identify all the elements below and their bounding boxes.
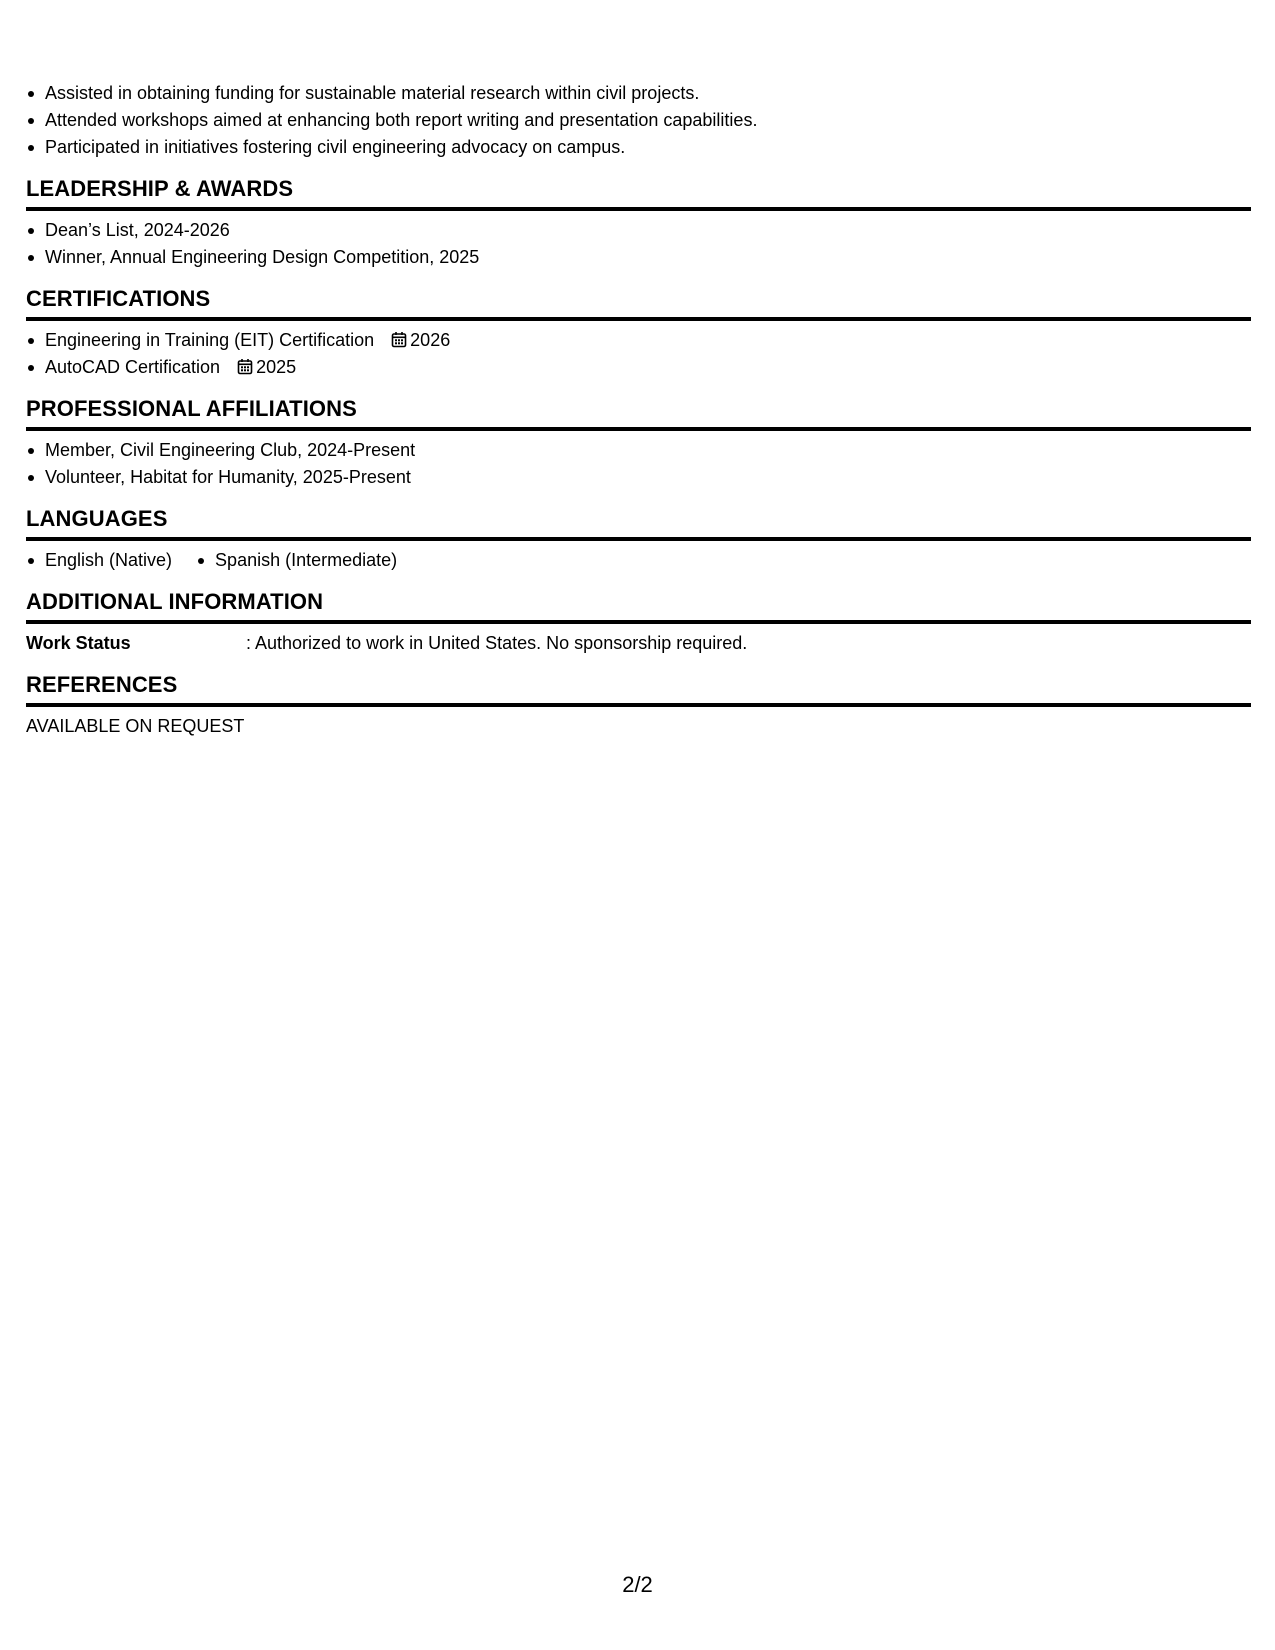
list-item (26, 354, 1251, 381)
languages-list (26, 547, 1251, 574)
work-status-row (26, 630, 1251, 657)
list-item: English (Native) (26, 547, 172, 574)
list-item: Dean’s List, 2024-2026 (26, 217, 1251, 244)
calendar-icon (391, 331, 407, 348)
work-status-label: Work Status (26, 633, 131, 653)
list-item: Member, Civil Engineering Club, 2024-Present (26, 437, 1251, 464)
list-item: Attended workshops aimed at enhancing both report writing and presentation capabilities. (26, 107, 1251, 134)
section-heading-affiliations: PROFESSIONAL AFFILIATIONS (26, 381, 1251, 431)
page-number: 2/2 (622, 1572, 653, 1597)
affiliations-list (26, 437, 1251, 491)
list-item: Participated in initiatives fostering civil engineering advocacy on campus. (26, 134, 1251, 161)
experience-continued-list (26, 80, 1251, 161)
certifications-section (26, 271, 1251, 381)
references-text: AVAILABLE ON REQUEST (26, 716, 245, 736)
list-item: Volunteer, Habitat for Humanity, 2025-Present (26, 464, 1251, 491)
section-heading-languages: LANGUAGES (26, 491, 1251, 541)
leadership-section (26, 161, 1251, 271)
list-item: Spanish (Intermediate) (196, 547, 397, 574)
list-item: Assisted in obtaining funding for sustainable material research within civil projects. (26, 80, 1251, 107)
calendar-icon (237, 358, 253, 375)
work-status-value: : Authorized to work in United States. No sponsorship required. (246, 633, 748, 653)
references-section (26, 657, 1251, 740)
section-heading-references: REFERENCES (26, 657, 1251, 707)
section-heading-leadership: LEADERSHIP & AWARDS (26, 161, 1251, 211)
section-heading-additional-info: ADDITIONAL INFORMATION (26, 574, 1251, 624)
certification-name: Engineering in Training (EIT) Certification (45, 330, 375, 350)
certification-date (391, 327, 450, 354)
additional-info-section (26, 574, 1251, 657)
affiliations-section (26, 381, 1251, 491)
certification-name: AutoCAD Certification (45, 357, 221, 377)
certification-date (237, 354, 296, 381)
certifications-list (26, 327, 1251, 381)
certification-year: 2025 (256, 357, 297, 377)
resume-content (26, 80, 1251, 740)
languages-section (26, 491, 1251, 574)
certification-year: 2026 (410, 330, 451, 350)
list-item (26, 327, 1251, 354)
list-item: Winner, Annual Engineering Design Competition, 2025 (26, 244, 1251, 271)
section-heading-certifications: CERTIFICATIONS (26, 271, 1251, 321)
leadership-list (26, 217, 1251, 271)
